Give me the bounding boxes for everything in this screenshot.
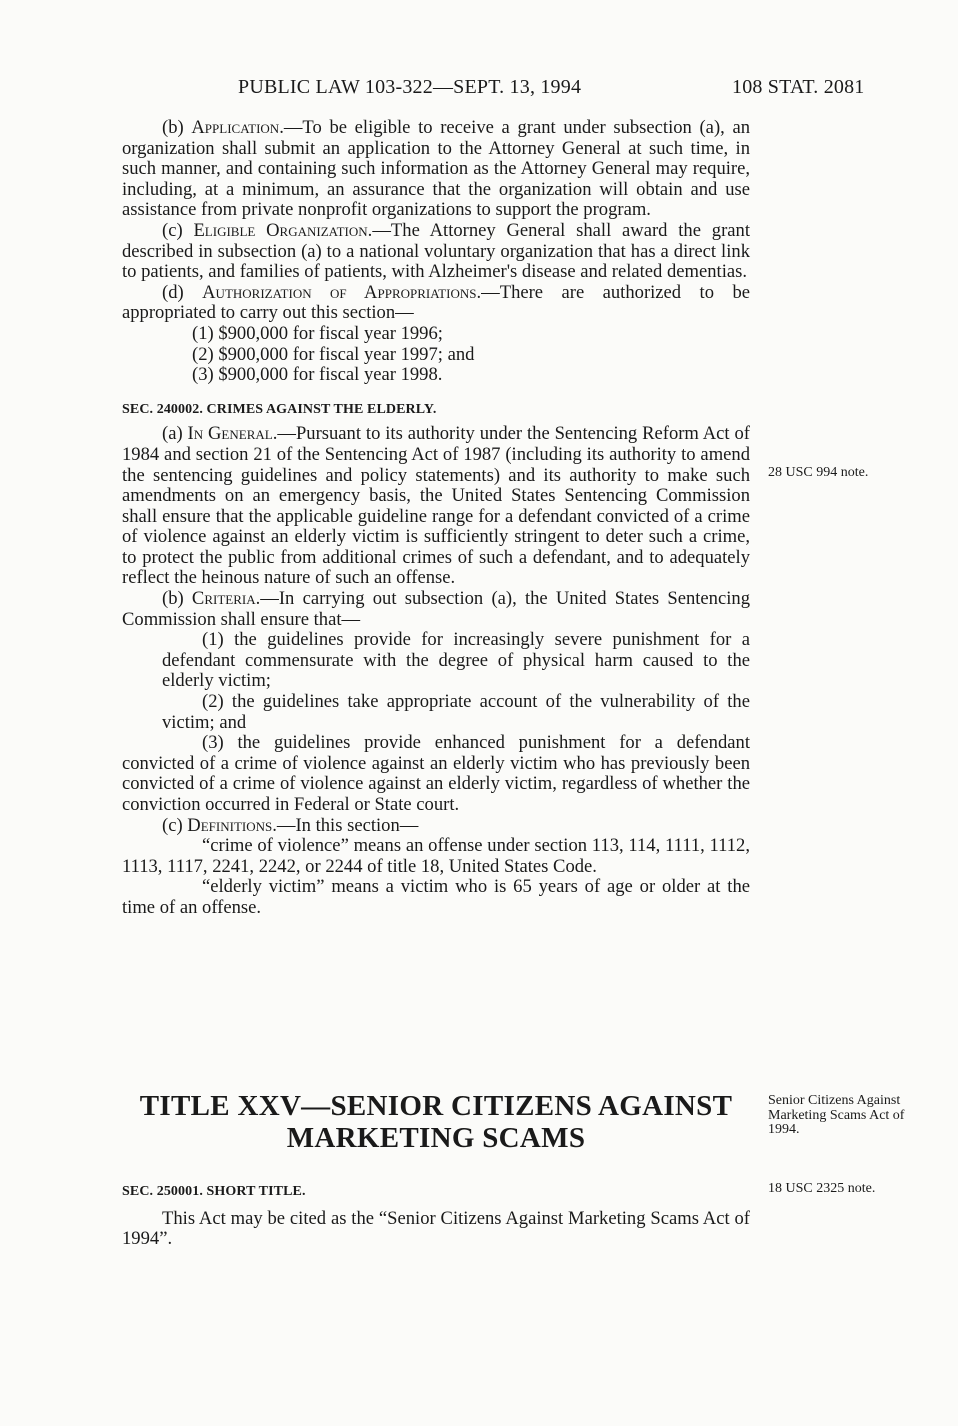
authorization-text: .—There are authorized to be appropriated to carry out this section— — [122, 281, 750, 324]
subsection-b-application — [122, 118, 750, 221]
criteria-item: (3) the guidelines provide enhanced punishment for a defendant convicted of a crime of violence against an elderly victim who has previously been convicted of a crime of violence against an elderly victim, regardless of whether the conviction occurred in Federal or State court. — [122, 732, 750, 815]
subsection-c-definitions — [122, 816, 750, 837]
margin-note-28-usc: 28 USC 994 note. — [768, 465, 869, 480]
label: (d) — [162, 281, 203, 303]
section-250001 — [122, 1182, 750, 1250]
heading-application: Application — [191, 117, 280, 138]
definition-item: “crime of violence” means an offense under section 113, 114, 1111, 1112, 1113, 1117, 2241, 2242, or 2244 of title 18, United States Code. — [122, 835, 750, 877]
title-xxv-heading — [122, 1090, 750, 1154]
running-header — [0, 76, 958, 106]
body-text — [122, 118, 750, 919]
label: (c) — [162, 219, 194, 241]
title-line-1: TITLE XXV—SENIOR CITIZENS AGAINST — [139, 1090, 733, 1122]
margin-note-senior-citizens: Senior Citizens Against Marketing Scams Act of 1994. — [768, 1093, 905, 1137]
heading-criteria: Criteria — [191, 588, 256, 610]
margin-note-18-usc: 18 USC 2325 note. — [768, 1181, 876, 1196]
section-240002-heading: SEC. 240002. CRIMES AGAINST THE ELDERLY. — [122, 401, 437, 417]
appropriation-item: (3) $900,000 for fiscal year 1998. — [192, 364, 443, 386]
appropriation-item: (2) $900,000 for fiscal year 1997; and — [192, 343, 475, 365]
application-text: .—To be eligible to receive a grant under subsection (a), an organization shall submit an application to the Attorney General at such time, in such manner, and containing such information as the Attorney General may require, including, at a minimum, an assurance that the organization will obtain and use assistance from private nonprofit organizations to support the program. — [122, 117, 750, 221]
subsection-c-eligible-organization — [122, 221, 750, 283]
criteria-text: .—In carrying out subsection (a), the United States Sentencing Commission shall ensure that— — [122, 588, 750, 630]
label: (a) — [162, 423, 188, 445]
heading-definitions: Definitions — [187, 814, 273, 836]
subsection-d-authorization — [122, 283, 750, 324]
header-stat-page: 108 STAT. 2081 — [732, 76, 865, 98]
title-line-2: MARKETING SCAMS — [286, 1122, 586, 1154]
criteria-item: (2) the guidelines take appropriate account of the vulnerability of the victim; and — [162, 691, 750, 733]
criteria-item: (1) the guidelines provide for increasingly severe punishment for a defendant commensurate with the degree of physical harm caused to the elderly victim; — [162, 629, 750, 692]
definitions-text: .—In this section— — [272, 814, 419, 836]
label: (b) — [162, 588, 192, 610]
section-250001-heading: SEC. 250001. SHORT TITLE. — [122, 1184, 306, 1199]
header-public-law: PUBLIC LAW 103-322—SEPT. 13, 1994 — [238, 76, 582, 98]
heading-in-general: In General — [187, 423, 273, 445]
label: (b) — [162, 117, 192, 138]
eligible-text: .—The Attorney General shall award the grant described in subsection (a) to a national voluntary organization that has a direct link to patients, and families of patients, with Alzheimer's disease and related dementias. — [122, 219, 750, 283]
short-title-text: This Act may be cited as the “Senior Citizens Against Marketing Scams Act of 1994”. — [122, 1207, 750, 1250]
heading-authorization: Authorization of Appropriations — [202, 281, 477, 303]
appropriation-item: (1) $900,000 for fiscal year 1996; — [192, 322, 443, 344]
label: (c) — [162, 814, 188, 836]
subsection-b-criteria — [122, 589, 750, 630]
definition-item: “elderly victim” means a victim who is 65 years of age or older at the time of an offense. — [122, 876, 750, 918]
heading-eligible-organization: Eligible Organization — [193, 219, 368, 241]
in-general-text: .—Pursuant to its authority under the Sentencing Reform Act of 1984 and section 21 of the Sentencing Act of 1987 (including its authority to amend the sentencing guidelines and policy statements) and its authority to make such amendments on an emergency basis, the United States Sentencing Commission shall ensure that the applicable guideline range for a defendant convicted of a crime of violence against an elderly victim is sufficiently stringent to deter such a crime, to protect the public from additional crimes of such a defendant, and to adequately reflect the heinous nature of such an offense. — [122, 423, 750, 589]
subsection-a-in-general — [122, 424, 750, 589]
